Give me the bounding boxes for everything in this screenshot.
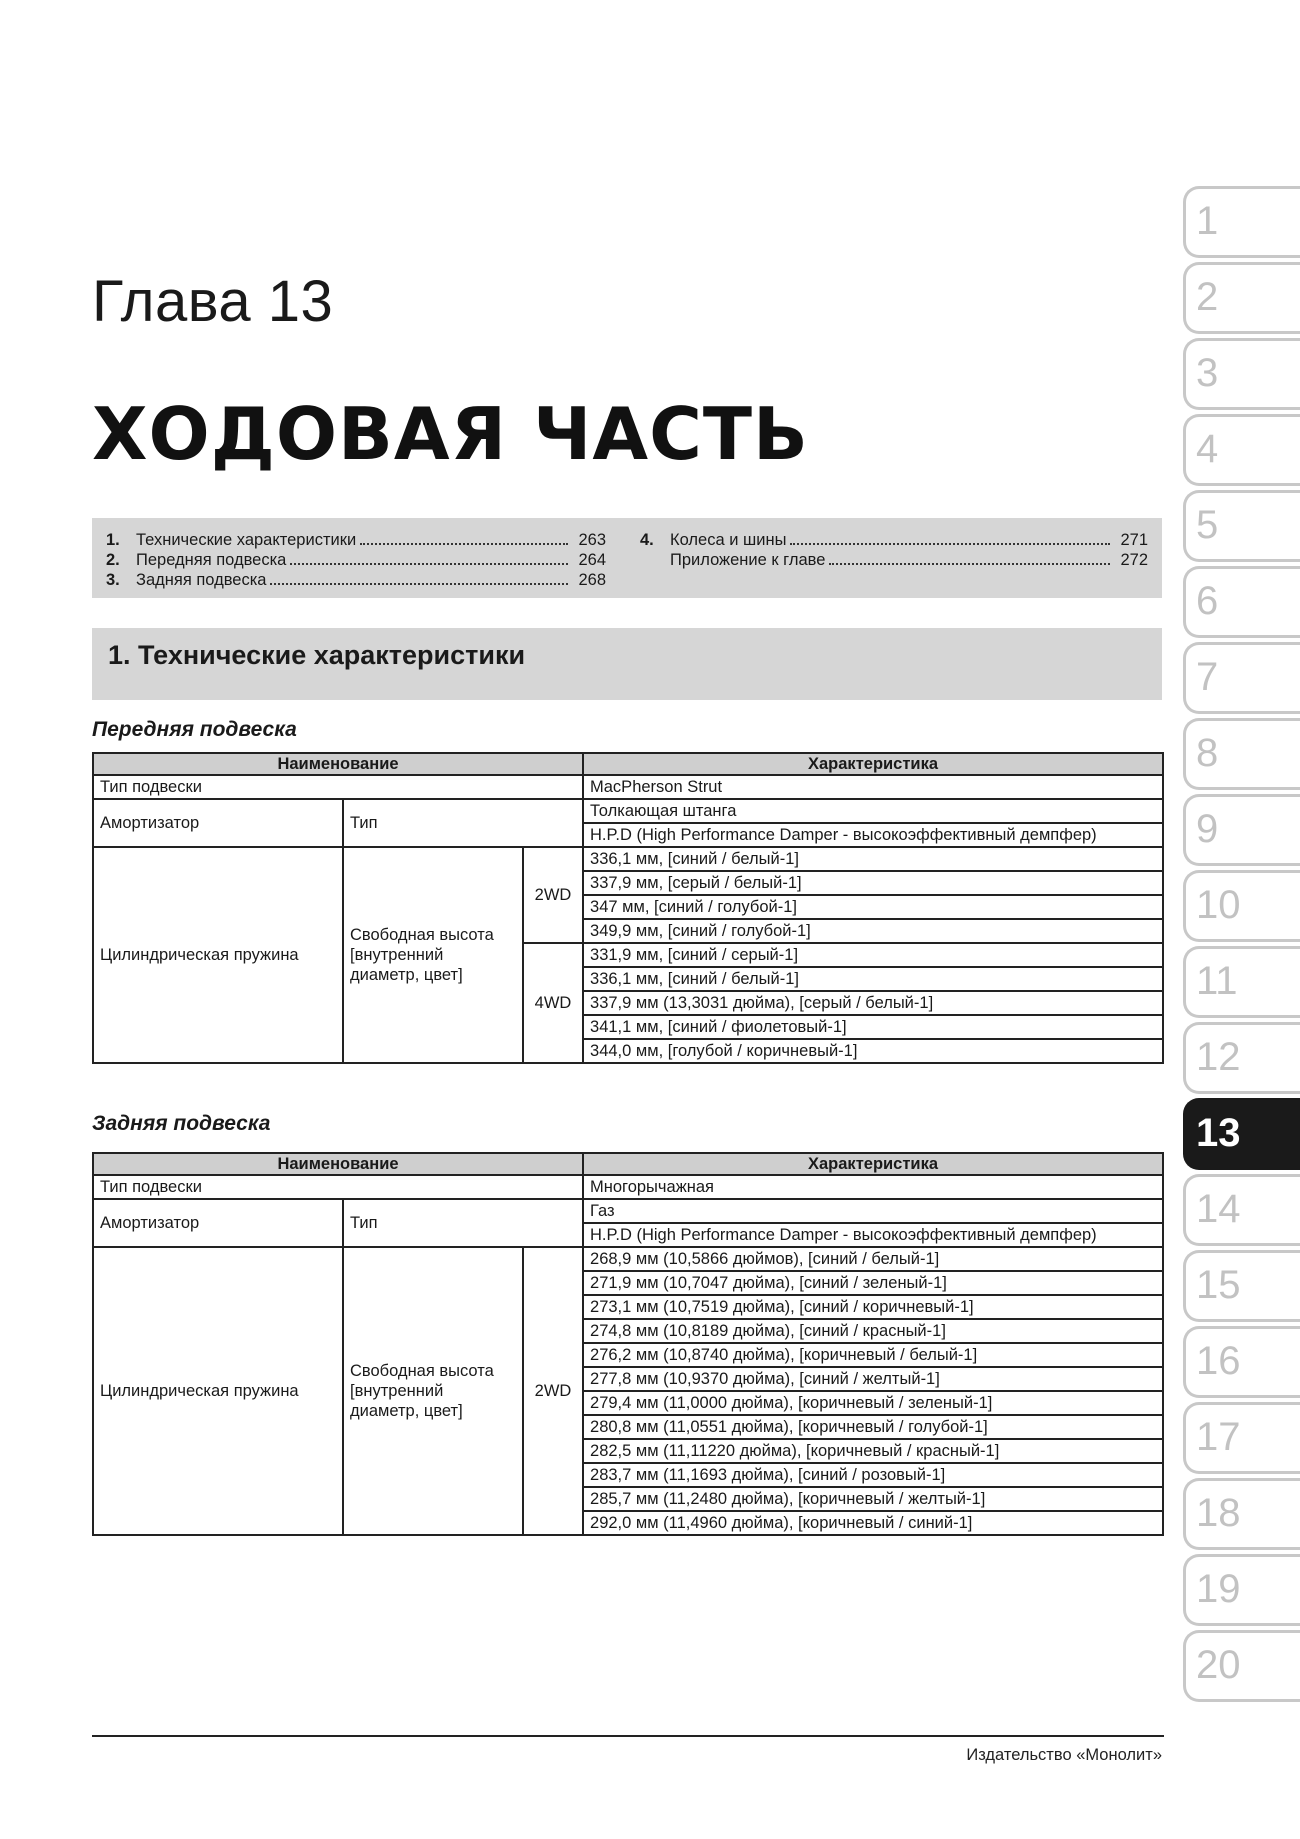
chapter-tab-label: 3 [1196, 351, 1219, 395]
row-sublabel: Свободная высота [внутренний диаметр, цвет] [343, 847, 523, 1063]
row-sublabel: Свободная высота [внутренний диаметр, цвет] [343, 1247, 523, 1535]
chapter-tab-label: 20 [1196, 1643, 1241, 1687]
row-value: 280,8 мм (11,0551 дюйма), [коричневый / голубой-1] [583, 1415, 1163, 1439]
row-value: Многорычажная [583, 1175, 1163, 1199]
toc-item-page: 268 [578, 571, 606, 589]
row-value: Толкающая штанга [583, 799, 1163, 823]
toc-item[interactable] [106, 530, 606, 550]
toc-item-number: 2. [106, 551, 120, 569]
toc-item-page: 272 [1120, 551, 1148, 569]
table-row [93, 1199, 1163, 1223]
toc-column-left [106, 530, 606, 590]
column-header-spec: Характеристика [583, 1153, 1163, 1175]
row-value: 349,9 мм, [синий / голубой-1] [583, 919, 1163, 943]
chapter-tab[interactable] [1183, 1022, 1300, 1094]
chapter-tab-label: 17 [1196, 1415, 1241, 1459]
section-heading-bar [92, 628, 1162, 700]
section-title: 1. Технические характеристики [108, 640, 526, 670]
row-value: 282,5 мм (11,11220 дюйма), [коричневый / красный-1] [583, 1439, 1163, 1463]
toc-item-number: 3. [106, 571, 120, 589]
chapter-tab[interactable] [1183, 1250, 1300, 1322]
row-value: 344,0 мм, [голубой / коричневый-1] [583, 1039, 1163, 1063]
chapter-tab[interactable] [1183, 794, 1300, 866]
footer-divider [92, 1735, 1164, 1737]
row-label: Цилиндрическая пружина [93, 1247, 343, 1535]
chapter-tab-label: 6 [1196, 579, 1219, 623]
chapter-tab-label: 19 [1196, 1567, 1241, 1611]
drive-type: 2WD [523, 847, 583, 943]
chapter-tab-label: 13 [1196, 1111, 1241, 1155]
row-value: 279,4 мм (11,0000 дюйма), [коричневый / зеленый-1] [583, 1391, 1163, 1415]
chapter-tab[interactable] [1183, 1402, 1300, 1474]
row-value: 336,1 мм, [синий / белый-1] [583, 847, 1163, 871]
toc-item-page: 264 [578, 551, 606, 569]
chapter-tab[interactable] [1183, 186, 1300, 258]
row-value: 268,9 мм (10,5866 дюймов), [синий / белый-1] [583, 1247, 1163, 1271]
chapter-tab-label: 4 [1196, 427, 1219, 471]
table-row [93, 1247, 1163, 1271]
toc-leader [360, 543, 568, 545]
row-value: 337,9 мм (13,3031 дюйма), [серый / белый-1] [583, 991, 1163, 1015]
row-value: 271,9 мм (10,7047 дюйма), [синий / зеленый-1] [583, 1271, 1163, 1295]
toc-leader [829, 563, 1110, 565]
chapter-tab-label: 2 [1196, 275, 1219, 319]
front-suspension-heading: Передняя подвеска [92, 718, 297, 741]
chapter-tab-active[interactable] [1183, 1098, 1300, 1170]
chapter-tab[interactable] [1183, 642, 1300, 714]
row-value: Газ [583, 1199, 1163, 1223]
row-value: 285,7 мм (11,2480 дюйма), [коричневый / желтый-1] [583, 1487, 1163, 1511]
drive-type: 2WD [523, 1247, 583, 1535]
publisher-credit: Издательство «Монолит» [966, 1746, 1162, 1764]
toc-item[interactable] [640, 530, 1148, 550]
table-row [93, 775, 1163, 799]
chapter-tab-label: 10 [1196, 883, 1241, 927]
row-value: MacPherson Strut [583, 775, 1163, 799]
row-value: 274,8 мм (10,8189 дюйма), [синий / красный-1] [583, 1319, 1163, 1343]
toc-item[interactable] [640, 550, 1148, 570]
column-header-spec: Характеристика [583, 753, 1163, 775]
front-suspension-table [92, 752, 1164, 1064]
chapter-tab-label: 15 [1196, 1263, 1241, 1307]
toc-leader [790, 543, 1110, 545]
chapter-tab[interactable] [1183, 1630, 1300, 1702]
chapter-tab[interactable] [1183, 1174, 1300, 1246]
row-value: 336,1 мм, [синий / белый-1] [583, 967, 1163, 991]
chapter-tab[interactable] [1183, 566, 1300, 638]
toc-item[interactable] [106, 550, 606, 570]
toc-item[interactable] [106, 570, 606, 590]
row-value: 276,2 мм (10,8740 дюйма), [коричневый / белый-1] [583, 1343, 1163, 1367]
table-row [93, 799, 1163, 823]
chapter-tab[interactable] [1183, 338, 1300, 410]
column-header-name: Наименование [93, 1153, 583, 1175]
chapter-tab-label: 14 [1196, 1187, 1241, 1231]
chapter-tab[interactable] [1183, 262, 1300, 334]
table-row [93, 1175, 1163, 1199]
chapter-tab[interactable] [1183, 1326, 1300, 1398]
chapter-title: ХОДОВАЯ ЧАСТЬ [92, 392, 809, 476]
row-value: H.P.D (High Performance Damper - высокоэффективный демпфер) [583, 823, 1163, 847]
table-row [93, 847, 1163, 871]
row-value: 347 мм, [синий / голубой-1] [583, 895, 1163, 919]
toc-item-label: Передняя подвеска [136, 551, 287, 569]
row-value: 331,9 мм, [синий / серый-1] [583, 943, 1163, 967]
chapter-tab-label: 11 [1196, 959, 1238, 1003]
toc-item-number: 4. [640, 531, 654, 549]
chapter-tab-label: 18 [1196, 1491, 1241, 1535]
chapter-tab-label: 1 [1196, 199, 1219, 243]
chapter-tab[interactable] [1183, 414, 1300, 486]
toc-column-right [640, 530, 1148, 570]
rear-suspension-table [92, 1152, 1164, 1536]
toc-item-label: Колеса и шины [670, 531, 787, 549]
chapter-tab[interactable] [1183, 870, 1300, 942]
chapter-tab-label: 7 [1196, 655, 1219, 699]
row-value: 292,0 мм (11,4960 дюйма), [коричневый / синий-1] [583, 1511, 1163, 1535]
row-label: Тип подвески [93, 1175, 583, 1199]
chapter-number: Глава 13 [92, 269, 334, 334]
table-header-row [93, 753, 1163, 775]
chapter-tab[interactable] [1183, 490, 1300, 562]
table-header-row [93, 1153, 1163, 1175]
row-label: Амортизатор [93, 799, 343, 847]
row-value: 277,8 мм (10,9370 дюйма), [синий / желтый-1] [583, 1367, 1163, 1391]
drive-type: 4WD [523, 943, 583, 1063]
chapter-tab-label: 8 [1196, 731, 1219, 775]
row-sublabel: Тип [343, 1199, 583, 1247]
row-label: Тип подвески [93, 775, 583, 799]
chapter-tab-label: 5 [1196, 503, 1219, 547]
rear-suspension-heading: Задняя подвеска [92, 1112, 271, 1135]
row-label: Цилиндрическая пружина [93, 847, 343, 1063]
toc-item-label: Приложение к главе [670, 551, 826, 569]
row-sublabel: Тип [343, 799, 583, 847]
chapter-tab[interactable] [1183, 1554, 1300, 1626]
chapter-tab[interactable] [1183, 1478, 1300, 1550]
chapter-tab-label: 9 [1196, 807, 1219, 851]
toc-item-label: Задняя подвеска [136, 571, 267, 589]
column-header-name: Наименование [93, 753, 583, 775]
chapter-tab[interactable] [1183, 946, 1300, 1018]
chapter-toc [92, 518, 1162, 598]
chapter-tab-label: 12 [1196, 1035, 1241, 1079]
row-value: 283,7 мм (11,1693 дюйма), [синий / розовый-1] [583, 1463, 1163, 1487]
row-value: 337,9 мм, [серый / белый-1] [583, 871, 1163, 895]
toc-item-number: 1. [106, 531, 120, 549]
toc-leader [270, 583, 568, 585]
row-value: H.P.D (High Performance Damper - высокоэффективный демпфер) [583, 1223, 1163, 1247]
chapter-tab[interactable] [1183, 718, 1300, 790]
row-value: 273,1 мм (10,7519 дюйма), [синий / коричневый-1] [583, 1295, 1163, 1319]
toc-item-page: 271 [1120, 531, 1148, 549]
chapter-tab-label: 16 [1196, 1339, 1241, 1383]
row-value: 341,1 мм, [синий / фиолетовый-1] [583, 1015, 1163, 1039]
toc-leader [290, 563, 568, 565]
toc-item-label: Технические характеристики [136, 531, 357, 549]
row-label: Амортизатор [93, 1199, 343, 1247]
toc-item-page: 263 [578, 531, 606, 549]
